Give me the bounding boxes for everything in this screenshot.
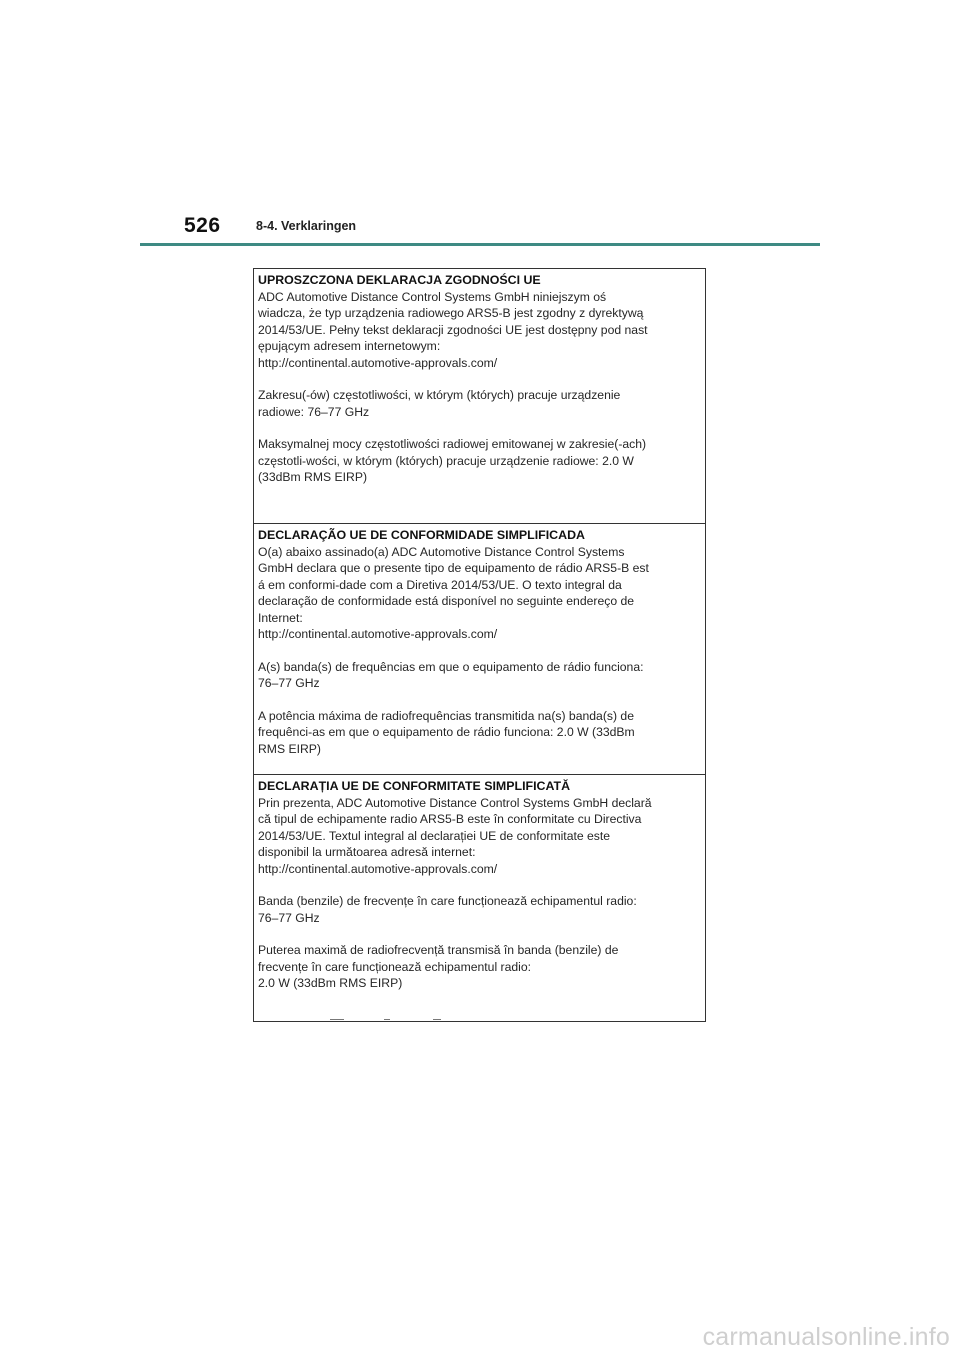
header-rule: [140, 243, 820, 246]
scan-artifact-tick: [330, 1019, 344, 1020]
section-title: 8-4. Verklaringen: [256, 219, 357, 233]
scan-artifact-tick: [433, 1019, 441, 1020]
declaration-romanian-paragraph-3: Puterea maximă de radiofrecvență transmisă în banda (benzile) de frecvențe în care funcționează echipamentul radio: 2.0 W (33dBm RMS EIRP): [258, 943, 619, 990]
page-header: [0, 0, 960, 250]
declaration-portuguese-paragraph-2: A(s) banda(s) de frequências em que o equipamento de rádio funciona: 76–77 GHz: [258, 659, 644, 690]
declaration-polish-paragraph-3: Maksymalnej mocy częstotliwości radiowej emitowanej w zakresie(-ach) częstotli-wości, w którym (których) pracuje urządzenie radiowe: 2.0 W (33dBm RMS EIRP): [258, 437, 647, 484]
declaration-portuguese: [254, 523, 705, 774]
footer-watermark: carmanualsonline.info: [702, 1323, 950, 1351]
declaration-romanian-paragraph-1: Prin prezenta, ADC Automotive Distance Control Systems GmbH declară că tipul de echipamente radio ARS5-B este în conformitate cu Directiva 2014/53/UE. Textul integral al declarației UE de conformitate este disponibil la următoarea adresă internet: http://continental.automotive-approvals.com/: [258, 795, 652, 876]
declaration-portuguese-paragraph-3: A potência máxima de radiofrequências transmitida na(s) banda(s) de frequênci-as em que o equipamento de rádio funciona: 2.0 W (33dBm RMS EIRP): [258, 708, 635, 756]
scan-artifact-tick: [384, 1019, 390, 1020]
declaration-romanian-title: DECLARAȚIA UE DE CONFORMITATE SIMPLIFICATĂ: [258, 779, 571, 793]
page-number: 526: [184, 214, 221, 237]
declaration-polish-title: UPROSZCZONA DEKLARACJA ZGODNOŚCI UE: [258, 273, 541, 287]
declaration-polish-paragraph-2: Zakresu(-ów) częstotliwości, w którym (których) pracuje urządzenie radiowe: 76–77 GHz: [258, 388, 621, 419]
declaration-portuguese-paragraph-1: O(a) abaixo assinado(a) ADC Automotive Distance Control Systems GmbH declara que o presente tipo de equipamento de rádio ARS5-B est á em conformi-dade com a Diretiva 2014/53/UE. O texto integral da declaração de conformidade está disponível no seguinte endereço de Internet: http://continental.automotive-approvals.com/: [258, 544, 649, 641]
declaration-romanian: [254, 774, 705, 1020]
declaration-romanian-paragraph-2: Banda (benzile) de frecvențe în care funcționează echipamentul radio: 76–77 GHz: [258, 894, 637, 925]
declaration-polish-paragraph-1: ADC Automotive Distance Control Systems GmbH niniejszym oś wiadcza, że typ urządzenia radiowego ARS5-B jest zgodny z dyrektywą 2014/53/UE. Pełny tekst deklaracji zgodności UE jest dostępny pod nast ępującym adresem internetowym: http://continental.automotive-approvals.com/: [258, 289, 648, 370]
declaration-polish: [254, 269, 705, 523]
declaration-portuguese-title: DECLARAÇÃO UE DE CONFORMIDADE SIMPLIFICADA: [258, 528, 585, 542]
declaration-box: [253, 268, 706, 1022]
